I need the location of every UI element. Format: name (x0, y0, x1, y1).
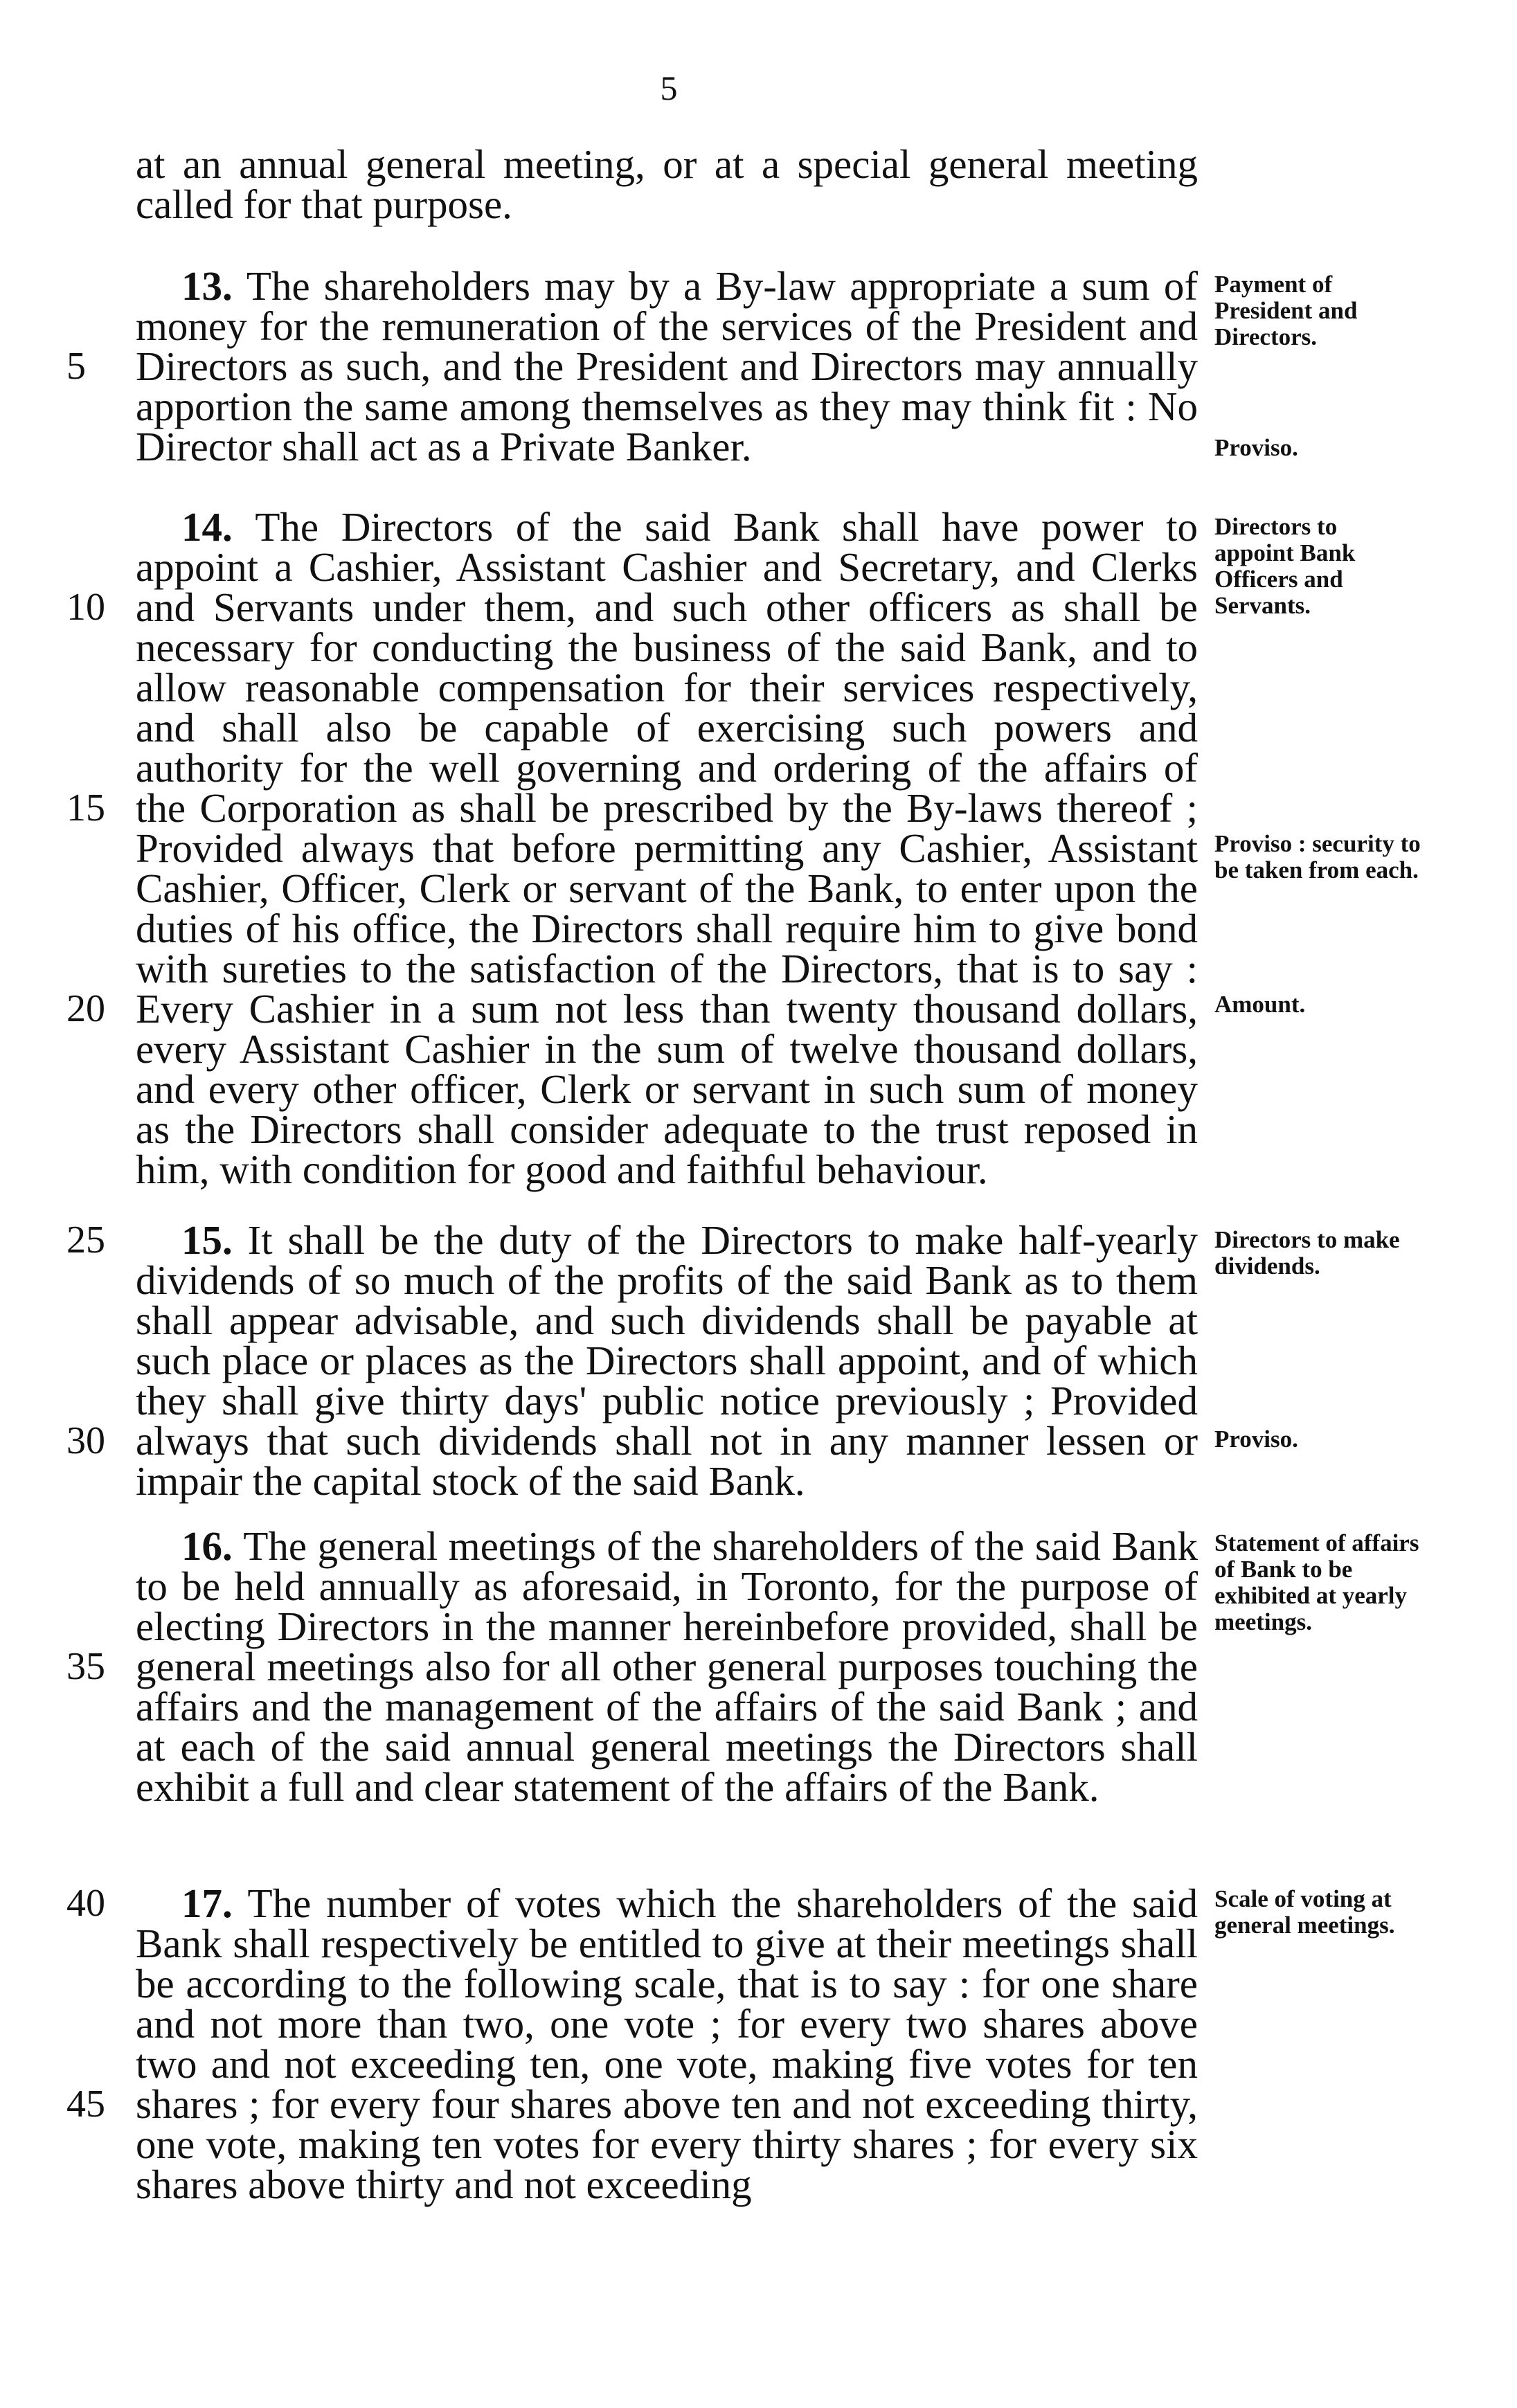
section-14-text: The Directors of the said Bank shall have power to appoint a Cashier, Assistant Cashier and Secretary, and Clerks and Servants under them, and such other officers as shall be necessary for conducting the business of the said Bank, and to allow reasonable compensation for their services respectively, and shall also be capable of exercising such powers and authority for the well governing and ordering of the affairs of the Corporation as shall be prescribed by the By-laws thereof ; Provided always that before permitting any Cashier, Assistant Cashier, Officer, Clerk or servant of the Bank, to enter upon the duties of his office, the Directors shall require him to give bond with sureties to the satisfaction of the Directors, that is to say : Every Cashier in a sum not less than twenty thousand dollars, every Assistant Cashier in the sum of twelve thousand dollars, and every other officer, Clerk or servant in such sum of money as the Directors shall consider adequate to the trust reposed in him, with condition for good and faithful behaviour. (136, 504, 1198, 1192)
line-number: 30 (66, 1419, 105, 1462)
section-number-period: . (222, 263, 246, 309)
section-number-period: . (222, 1523, 244, 1569)
opening-paragraph (136, 141, 1198, 227)
line-number: 5 (66, 345, 86, 388)
marginal-note: Scale of voting at general meetings. (1214, 1885, 1395, 1939)
section-17 (136, 1880, 1199, 2207)
opening-paragraph-text: at an annual general meeting, or at a special general meeting called for that purpose. (136, 141, 1198, 227)
section-number-period: . (222, 1217, 248, 1263)
section-16-text: The general meetings of the shareholders of the said Bank to be held annually as aforesaid, in Toronto, for the purpose of electing Directors in the manner hereinbefore provided, shall be general meetings also for all other general purposes touching the affairs and the management of the affairs of the said Bank ; and at each of the said annual general meetings the Directors shall exhibit a full and clear statement of the affairs of the Bank. (136, 1523, 1198, 1810)
line-number: 35 (66, 1645, 105, 1688)
section-13 (136, 263, 1198, 469)
marginal-note: Payment of President and Directors. (1214, 271, 1358, 350)
section-number: 17 (181, 1880, 222, 1926)
section-number: 13 (181, 263, 222, 309)
section-13-text: The shareholders may by a By-law appropriate a sum of money for the remuneration of the services of the President and Directors as such, and the President and Directors may annually apportion the same among themselves as they may think fit : No Director shall act as a Private Banker. (136, 263, 1198, 469)
page-number: 5 (660, 69, 678, 107)
section-14 (136, 504, 1198, 1192)
section-number: 16 (181, 1523, 222, 1569)
section-number: 15 (181, 1217, 222, 1263)
line-number: 20 (66, 987, 105, 1030)
marginal-note: Statement of affairs of Bank to be exhibited at yearly meetings. (1214, 1529, 1419, 1635)
section-15-text: It shall be the duty of the Directors to make half-yearly dividends of so much of the profits of the said Bank as to them shall appear advisable, and such dividends shall be payable at such place or places as the Directors shall appoint, and of which they shall give thirty days' public notice previously ; Provided always that such dividends shall not in any manner lessen or impair the capital stock of the said Bank. (136, 1217, 1198, 1504)
marginal-note: Proviso. (1214, 434, 1298, 461)
line-number: 40 (66, 1882, 105, 1925)
section-number: 14 (181, 504, 222, 550)
marginal-note: Proviso. (1214, 1426, 1298, 1453)
section-number-period: . (222, 504, 255, 550)
line-number: 15 (66, 787, 105, 829)
section-15 (136, 1217, 1198, 1504)
line-number: 25 (66, 1219, 105, 1261)
section-16 (136, 1523, 1198, 1810)
line-number: 45 (66, 2083, 105, 2126)
marginal-note: Amount. (1214, 991, 1306, 1018)
marginal-note: Directors to make dividends. (1214, 1226, 1400, 1279)
marginal-note: Directors to appoint Bank Officers and Servants. (1214, 513, 1356, 619)
section-number-period: . (222, 1880, 248, 1926)
section-17-text: The number of votes which the shareholders of the said Bank shall respectively be entitled to give at their meetings shall be according to the following scale, that is to say : for one share and not more than two, one vote ; for every two shares above two and not exceeding ten, one vote, making five votes for ten shares ; for every four shares above ten and not exceeding thirty, one vote, making ten votes for every thirty shares ; for every six shares above thirty and not exceeding (136, 1880, 1199, 2207)
line-number: 10 (66, 586, 105, 629)
marginal-note: Proviso : security to be taken from each. (1214, 830, 1421, 883)
